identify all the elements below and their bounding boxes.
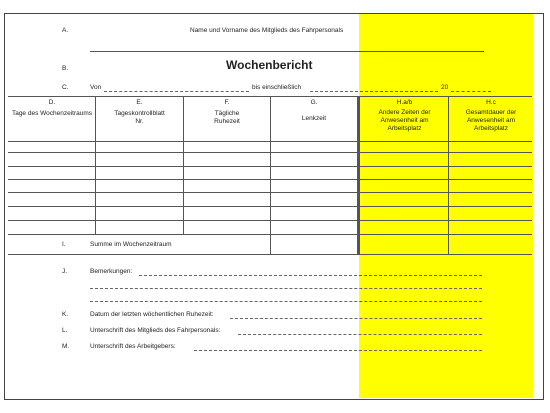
row-a-letter: A. bbox=[62, 27, 69, 34]
col-sep-4 bbox=[357, 96, 360, 254]
col-d-label: Tage des Wochenzeitraums bbox=[11, 110, 93, 118]
day-row-line bbox=[8, 206, 532, 207]
row-j-letter: J. bbox=[62, 268, 68, 275]
row-l-letter: L. bbox=[62, 327, 68, 334]
col-d-header bbox=[10, 99, 94, 118]
name-field-line[interactable] bbox=[90, 51, 484, 52]
row-i-label: Summe im Wochenzeitraum bbox=[90, 241, 172, 248]
col-f-label: Tägliche Ruhezeit bbox=[214, 110, 240, 126]
day-row-line bbox=[8, 179, 532, 180]
day-row-line bbox=[8, 192, 532, 193]
day-row-line bbox=[8, 220, 532, 221]
row-m-letter: M. bbox=[62, 343, 70, 350]
col-sep-1 bbox=[95, 96, 96, 234]
col-f-letter: F. bbox=[224, 99, 230, 106]
remarks-line[interactable] bbox=[90, 301, 482, 302]
col-sep-3 bbox=[270, 96, 271, 254]
employer-signature-field[interactable] bbox=[194, 350, 482, 351]
col-d-letter: D. bbox=[48, 99, 56, 106]
col-hab-header bbox=[362, 99, 447, 134]
col-sep-2 bbox=[183, 96, 184, 234]
day-row-line bbox=[8, 152, 532, 153]
col-e-header bbox=[97, 99, 182, 126]
row-j-label: Bemerkungen: bbox=[90, 268, 133, 275]
col-hab-label: Andere Zeiten der Anwesenheit am Arbeitsplatz bbox=[378, 109, 431, 133]
col-g-header bbox=[272, 99, 356, 123]
col-hc-letter: H.c bbox=[486, 99, 496, 106]
row-m-label: Unterschrift des Arbeitgebers: bbox=[90, 343, 176, 350]
row-b-letter: B. bbox=[62, 65, 69, 72]
col-g-letter: G. bbox=[310, 99, 318, 106]
day-row-line bbox=[8, 141, 532, 142]
col-hab-letter: H.a/b bbox=[396, 99, 413, 106]
form-title: Wochenbericht bbox=[226, 58, 313, 72]
col-hc-label: Gesamtdauer der Anwesenheit am Arbeitsplatz bbox=[465, 109, 517, 133]
row-i-letter: I. bbox=[62, 241, 66, 248]
year-prefix: 20 bbox=[441, 84, 449, 91]
col-f-header bbox=[185, 99, 269, 126]
day-row-line bbox=[8, 166, 532, 167]
row-c-letter: C. bbox=[62, 84, 69, 91]
row-l-label: Unterschrift des Mitglieds des Fahrpersonals: bbox=[90, 327, 221, 334]
driver-signature-field[interactable] bbox=[238, 334, 482, 335]
year-field[interactable] bbox=[451, 91, 491, 92]
col-e-letter: E. bbox=[136, 99, 143, 106]
col-sep-5 bbox=[448, 96, 449, 254]
row-k-label: Datum der letzten wöchentlichen Ruhezeit: bbox=[90, 311, 214, 318]
col-g-label: Lenkzeit bbox=[301, 115, 327, 123]
col-hc-header bbox=[450, 99, 532, 134]
last-rest-date-field[interactable] bbox=[230, 318, 482, 319]
table-sum-bottom bbox=[8, 254, 532, 255]
from-label: Von bbox=[90, 84, 102, 91]
to-label: bis einschließlich bbox=[252, 84, 302, 91]
to-date-field[interactable] bbox=[310, 91, 438, 92]
row-a-label: Name und Vorname des Mitglieds des Fahrpersonals bbox=[190, 27, 344, 34]
col-e-label: Tageskontrollblatt Nr. bbox=[114, 110, 165, 126]
from-date-field[interactable] bbox=[104, 91, 249, 92]
remarks-line[interactable] bbox=[90, 288, 482, 289]
remarks-line[interactable] bbox=[139, 275, 482, 276]
row-k-letter: K. bbox=[62, 311, 69, 318]
